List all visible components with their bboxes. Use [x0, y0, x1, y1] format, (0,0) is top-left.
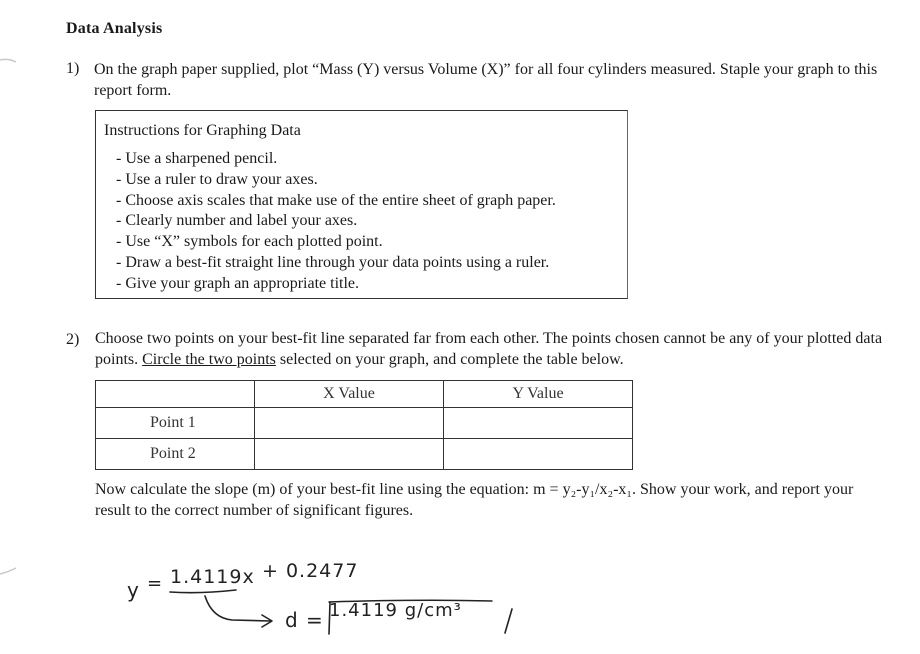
instruction-item: - Draw a best-fit straight line through your data points using a ruler. [116, 253, 550, 271]
handwritten-equals: = [147, 573, 164, 594]
handwritten-slope-term: 1.4119x [170, 566, 255, 588]
handwritten-density-label: d = [285, 608, 324, 632]
slope-underline-stroke [170, 590, 236, 593]
handwritten-y: y [127, 578, 140, 602]
point-2-label: Point 2 [96, 439, 255, 470]
section-title: Data Analysis [66, 20, 163, 37]
points-table-header-y: Y Value [444, 381, 633, 408]
arrow-curve-stroke [205, 596, 270, 621]
question-1-number: 1) [66, 60, 80, 77]
instructions-title: Instructions for Graphing Data [104, 122, 301, 139]
instruction-item: - Clearly number and label your axes. [116, 212, 358, 230]
points-table-header-x: X Value [255, 381, 444, 408]
instruction-item: - Use a ruler to draw your axes. [116, 170, 318, 188]
margin-mark-bottom [0, 568, 16, 574]
instruction-item: - Use “X” symbols for each plotted point. [116, 233, 383, 251]
question-2-text-start: Choose two points on your best-fit line separated far from each other. The points chosen cannot be any of your plotted data points. [95, 330, 883, 368]
point-1-label: Point 1 [96, 408, 255, 439]
question-2-text-end: selected on your graph, and complete the table below. [275, 351, 624, 368]
answer-box-top-stroke [329, 600, 492, 602]
handwritten-intercept-term: + 0.2477 [262, 560, 359, 582]
instruction-item: - Give your graph an appropriate title. [116, 274, 360, 292]
question-1-text: On the graph paper supplied, plot “Mass (Y) versus Volume (X)” for all four cylinders measured. Staple your graph to this report form. [94, 61, 878, 99]
margin-mark-top [0, 59, 16, 62]
answer-box-left-stroke [329, 602, 330, 634]
handwritten-density-value: 1.4119 g/cm³ [329, 600, 462, 621]
answer-box-right-stroke [505, 609, 512, 633]
slope-instructions: Now calculate the slope (m) of your best-fit line using the equation: m = y₂-y₁/x₂-x₁. Show your work, and report your result to the correct number of significant figures. [95, 481, 854, 519]
instruction-item: - Choose axis scales that make use of the entire sheet of graph paper. [116, 191, 556, 209]
instruction-item: - Use a sharpened pencil. [116, 150, 278, 167]
question-2-number: 2) [66, 331, 80, 348]
question-2-underlined-text: Circle the two points [142, 351, 276, 368]
